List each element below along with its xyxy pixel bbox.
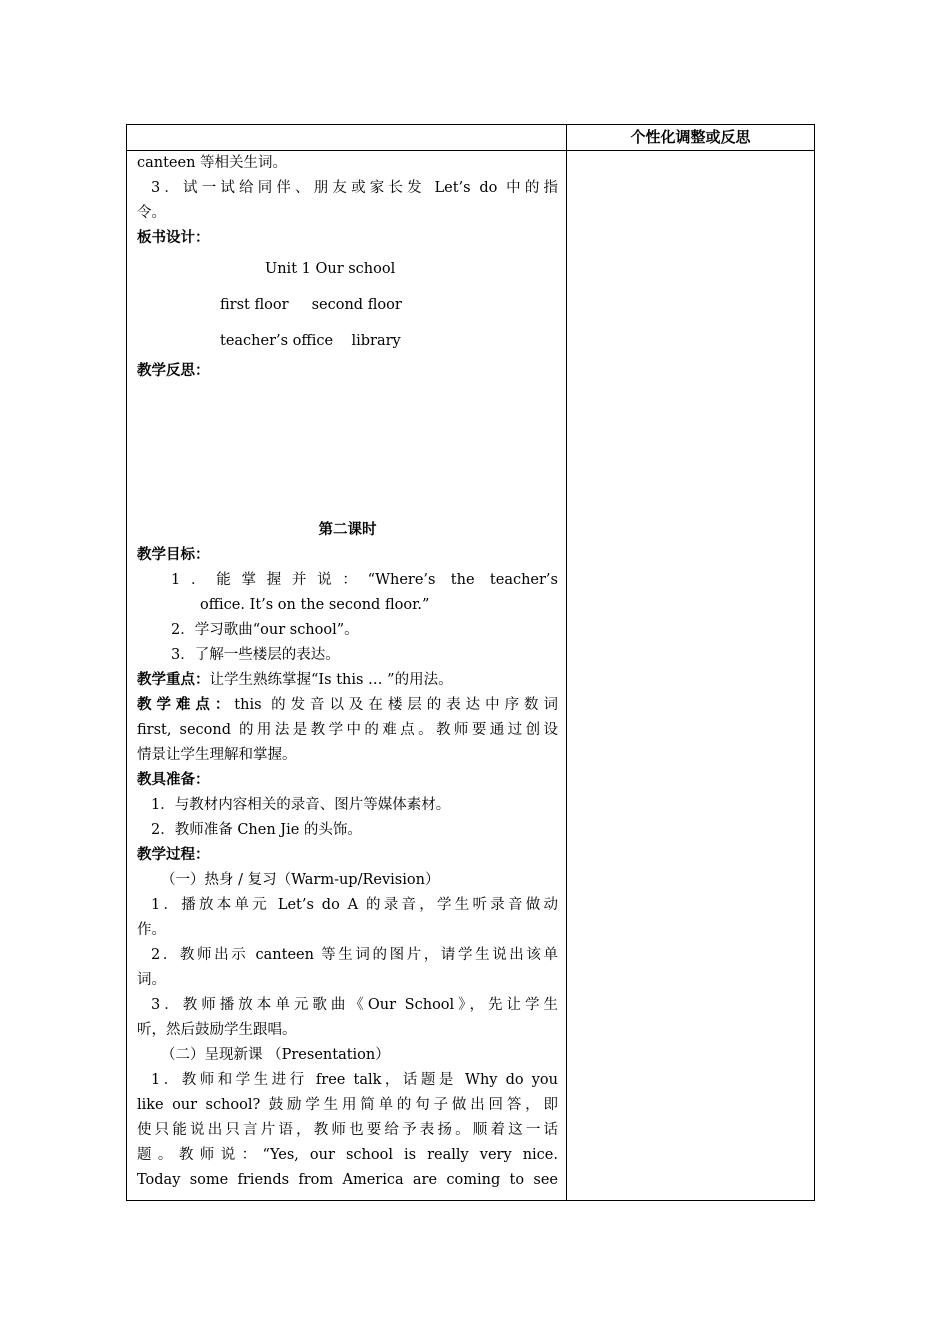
section-heading: 教具准备： — [137, 772, 210, 788]
column-divider — [566, 125, 567, 1200]
difficulty-text: this 的发音以及在楼层的表达中序数词 — [234, 697, 558, 713]
key-point-text: 让学生熟练掌握“Is this … ”的用法。 — [209, 672, 453, 688]
difficulty-line — [137, 693, 558, 718]
text-line: 2．教师出示 canteen 等生词的图片，请学生说出该单 — [151, 947, 558, 963]
text-line: 令。 — [137, 205, 166, 221]
difficulty-label: 教学难点： — [137, 697, 235, 713]
text-line: Today some friends from America are coming to see — [137, 1172, 558, 1188]
text-line: 1．教师和学生进行 free talk，话题是 Why do you — [151, 1072, 558, 1088]
text-line: like our school? 鼓励学生用简单的句子做出回答，即 — [137, 1097, 558, 1113]
lesson-title: 第二课时 — [318, 522, 377, 538]
reflection-column-header: 个性化调整或反思 — [630, 128, 751, 146]
section-heading: 教学反思： — [137, 363, 210, 379]
text-line: canteen 等相关生词。 — [137, 155, 288, 171]
text-line: 3．了解一些楼层的表达。 — [171, 647, 340, 663]
key-point-label: 教学重点： — [137, 672, 210, 688]
text-line: 2．学习歌曲“our school”。 — [171, 622, 359, 638]
text-line: 2．教师准备 Chen Jie 的头饰。 — [151, 822, 362, 838]
text-line: 1．与教材内容相关的录音、图片等媒体素材。 — [151, 797, 451, 813]
section-heading: 板书设计： — [137, 230, 210, 246]
text-line: 使只能说出只言片语，教师也要给予表扬。顺着这一话 — [137, 1122, 558, 1138]
lesson-content — [137, 151, 558, 1193]
board-line: first floor second floor — [220, 297, 402, 313]
text-line: 3．教师播放本单元歌曲《Our School》，先让学生 — [151, 997, 558, 1013]
text-line: 题。教师说：“Yes, our school is really very nice. — [137, 1147, 558, 1163]
text-line: office. It’s on the second floor.” — [200, 597, 430, 613]
text-line: 情景让学生理解和掌握。 — [137, 747, 297, 763]
text-line: 1．播放本单元 Let’s do A 的录音，学生听录音做动 — [151, 897, 558, 913]
section-heading: 教学目标： — [137, 547, 210, 563]
section-heading: 教学过程： — [137, 847, 210, 863]
key-point-line — [137, 668, 558, 693]
text-line: first, second 的用法是教学中的难点。教师要通过创设 — [137, 722, 558, 738]
board-title: Unit 1 Our school — [265, 261, 396, 277]
text-line: 3．试一试给同伴、朋友或家长发 Let’s do 中的指 — [151, 180, 558, 196]
text-line: （一）热身 / 复习（Warm-up/Revision） — [161, 872, 440, 888]
lesson-plan-table — [126, 124, 815, 1201]
text-line: 1．能掌握并说：“Where’s the teacher’s — [171, 572, 558, 588]
text-line: 词。 — [137, 972, 166, 988]
board-line: teacher’s office library — [220, 333, 401, 349]
text-line: 听，然后鼓励学生跟唱。 — [137, 1022, 297, 1038]
text-line: （二）呈现新课 （Presentation） — [161, 1047, 390, 1063]
text-line: 作。 — [137, 922, 166, 938]
